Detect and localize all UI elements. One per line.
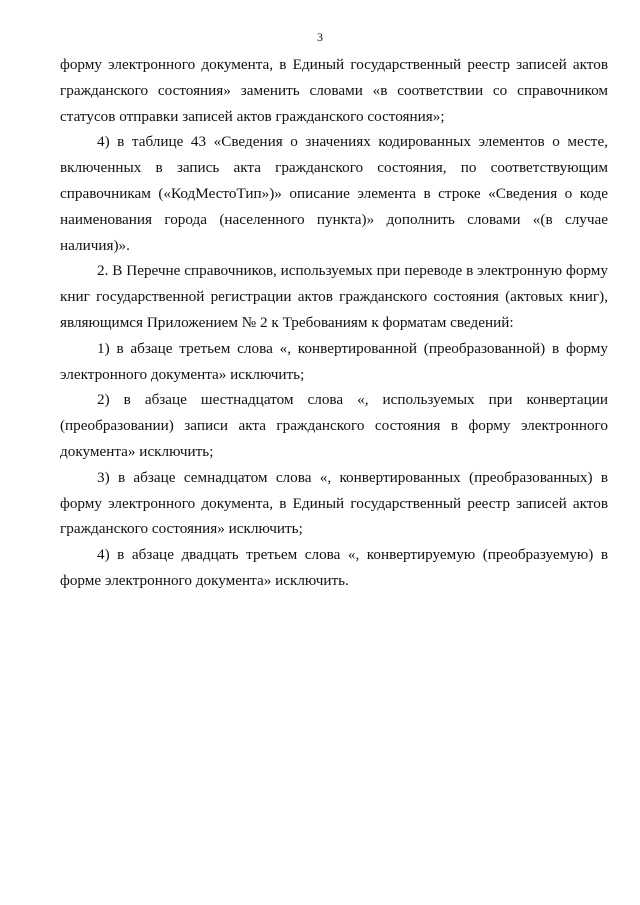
page-number: 3 <box>317 30 323 44</box>
document-body <box>60 52 608 594</box>
paragraph-section-2: 2. В Перечне справочников, используемых при переводе в электронную форму книг государственной регистрации актов гражданского состояния (актовых книг), являющимся Приложением № 2 к Требованиям к форматам сведений: <box>60 262 608 331</box>
paragraph-item-4: 4) в абзаце двадцать третьем слова «, конвертируемую (преобразуемую) в форме электронного документа» исключить. <box>60 546 608 589</box>
paragraph-continuation: формy электронного документа, в Единый государственный реестр записей актов гражданского состояния» заменить словами «в соответствии со справочником статусов отправки записей актов гражданского состояния»; <box>60 56 608 125</box>
paragraph-item-3: 3) в абзаце семнадцатом слова «, конвертированных (преобразованных) в форму электронного документа, в Единый государственный реестр записей актов гражданского состояния» исключить; <box>60 468 608 538</box>
paragraph-item-1: 1) в абзаце третьем слова «, конвертированной (преобразованной) в форму электронного документа» исключить; <box>60 339 608 383</box>
paragraph-item-4-table-43: 4) в таблице 43 «Сведения о значениях кодированных элементов о месте, включенных в запись акта гражданского состояния, по соответствующим справочникам («КодМестоТип»)» описание элемента в строке «Сведения о коде наименования города (населенного пункта)» дополнить словами «(в случае наличия)». <box>60 133 608 254</box>
paragraph-item-2: 2) в абзаце шестнадцатом слова «, используемых при конвертации (преобразовании) записи акта гражданского состояния в форму электронного документа» исключить; <box>60 391 608 460</box>
